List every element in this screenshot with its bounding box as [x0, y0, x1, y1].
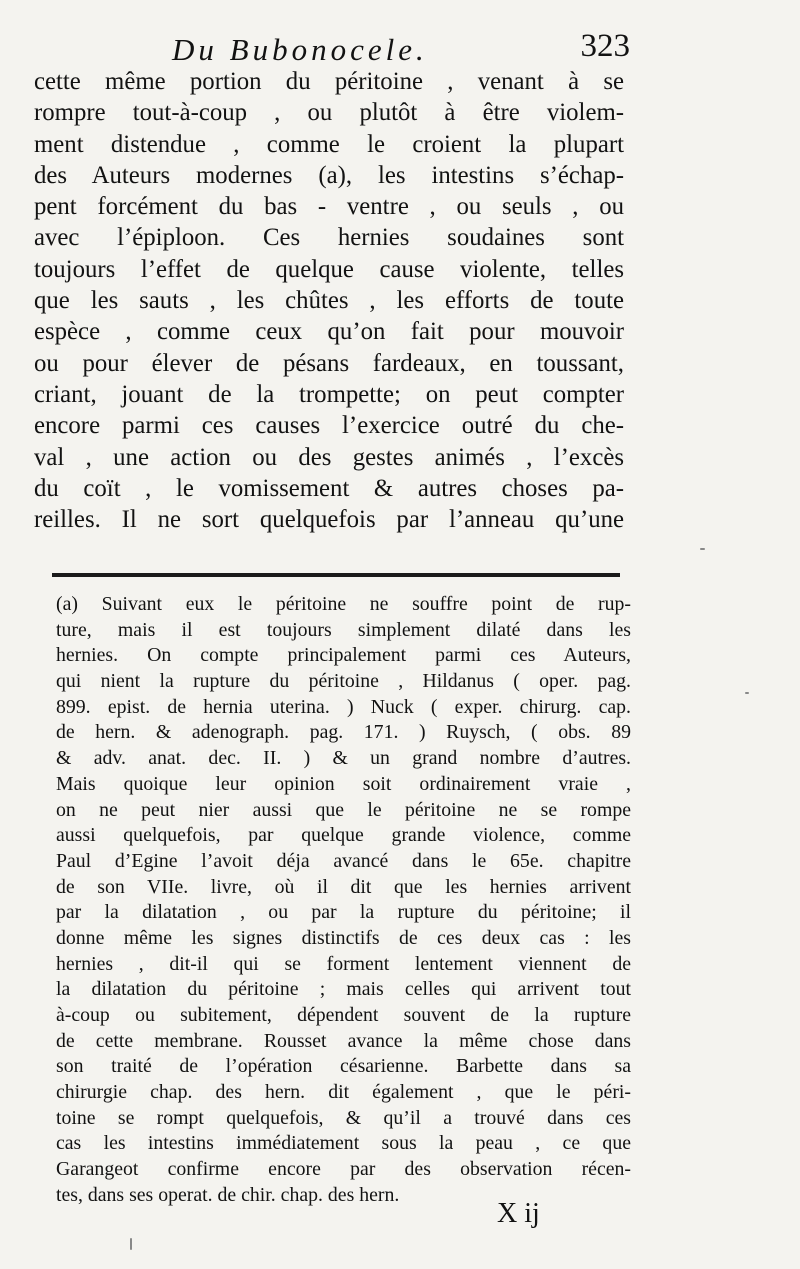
running-title: Du Bubonocele. — [172, 32, 428, 67]
footnote-line: hernies. On compte principalement parmi ces Auteurs, — [56, 644, 631, 667]
footnote-line: Mais quoique leur opinion soit ordinairement vraie , — [56, 772, 631, 795]
main-text — [34, 66, 624, 535]
footnote-line: on ne peut nier aussi que le péritoine ne se rompe — [56, 798, 631, 821]
footnote-rule — [52, 573, 620, 577]
paper-speck — [700, 548, 705, 550]
page-number: 323 — [580, 28, 630, 64]
text-line: toujours l’effet de quelque cause violente, telles — [34, 255, 624, 283]
footnote-line: chirurgie chap. des hern. dit également , que le péri- — [56, 1081, 631, 1104]
footnote-line: cas les intestins immédiatement sous la peau , ce que — [56, 1132, 631, 1155]
signature-mark: X ij — [497, 1198, 540, 1229]
footnote-line: ture, mais il est toujours simplement dilaté dans les — [56, 618, 631, 641]
text-line: que les sauts , les chûtes , les efforts de toute — [34, 287, 624, 315]
text-line: encore parmi ces causes l’exercice outré du che- — [34, 412, 624, 440]
text-line: du coït , le vomissement & autres choses pa- — [34, 474, 624, 502]
footnote — [56, 592, 631, 1209]
footnote-line: (a) Suivant eux le péritoine ne souffre point de rup- — [56, 593, 631, 615]
text-line: espèce , comme ceux qu’on fait pour mouvoir — [34, 318, 624, 346]
text-line: cette même portion du péritoine , venant à se — [34, 68, 624, 95]
footnote-line: hernies , dit-il qui se forment lentement viennent de — [56, 952, 631, 975]
footnote-line: par la dilatation , ou par la rupture du péritoine; il — [56, 901, 631, 924]
footnote-line: aussi quelquefois, par quelque grande violence, comme — [56, 824, 631, 847]
footnote-line: & adv. anat. dec. II. ) & un grand nombre d’autres. — [56, 747, 631, 770]
running-head — [160, 28, 630, 68]
footnote-line: de son VIIe. livre, où il dit que les hernies arrivent — [56, 875, 631, 898]
footnote-line: la dilatation du péritoine ; mais celles qui arrivent tout — [56, 978, 631, 1001]
paper-speck — [130, 1238, 132, 1250]
footnote-line: son traité de l’opération césarienne. Barbette dans sa — [56, 1055, 631, 1078]
footnote-line: à-coup ou subitement, dépendent souvent de la rupture — [56, 1004, 631, 1026]
footnote-line: toine se rompt quelquefois, & qu’il a trouvé dans ces — [56, 1106, 631, 1129]
footnote-line: tes, dans ses operat. de chir. chap. des hern. — [56, 1183, 400, 1206]
text-line: criant, jouant de la trompette; on peut compter — [34, 380, 624, 408]
text-line: reilles. Il ne sort quelquefois par l’anneau qu’une — [34, 506, 624, 534]
text-line: ou pour élever de pésans fardeaux, en toussant, — [34, 349, 624, 377]
text-line: val , une action ou des gestes animés , l’excès — [34, 443, 624, 471]
text-line: avec l’épiploon. Ces hernies soudaines sont — [34, 224, 624, 252]
footnote-line: qui nient la rupture du péritoine , Hildanus ( oper. pag. — [56, 670, 631, 693]
text-line: ment distendue , comme le croient la plupart — [34, 130, 624, 158]
footnote-line: de cette membrane. Rousset avance la même chose dans — [56, 1029, 631, 1052]
paper-speck — [745, 692, 749, 694]
text-line: rompre tout-à-coup , ou plutôt à être violem- — [34, 99, 624, 127]
text-line: des Auteurs modernes (a), les intestins s’échap- — [34, 161, 624, 189]
footnote-line: Garangeot confirme encore par des observation récen- — [56, 1158, 631, 1181]
footnote-line: Paul d’Egine l’avoit déja avancé dans le 65e. chapitre — [56, 849, 631, 872]
text-line: pent forcément du bas - ventre , ou seuls , ou — [34, 193, 624, 221]
footnote-line: de hern. & adenograph. pag. 171. ) Ruysch, ( obs. 89 — [56, 721, 631, 744]
footnote-line: donne même les signes distinctifs de ces deux cas : les — [56, 926, 631, 949]
footnote-line: 899. epist. de hernia uterina. ) Nuck ( exper. chirurg. cap. — [56, 695, 631, 718]
